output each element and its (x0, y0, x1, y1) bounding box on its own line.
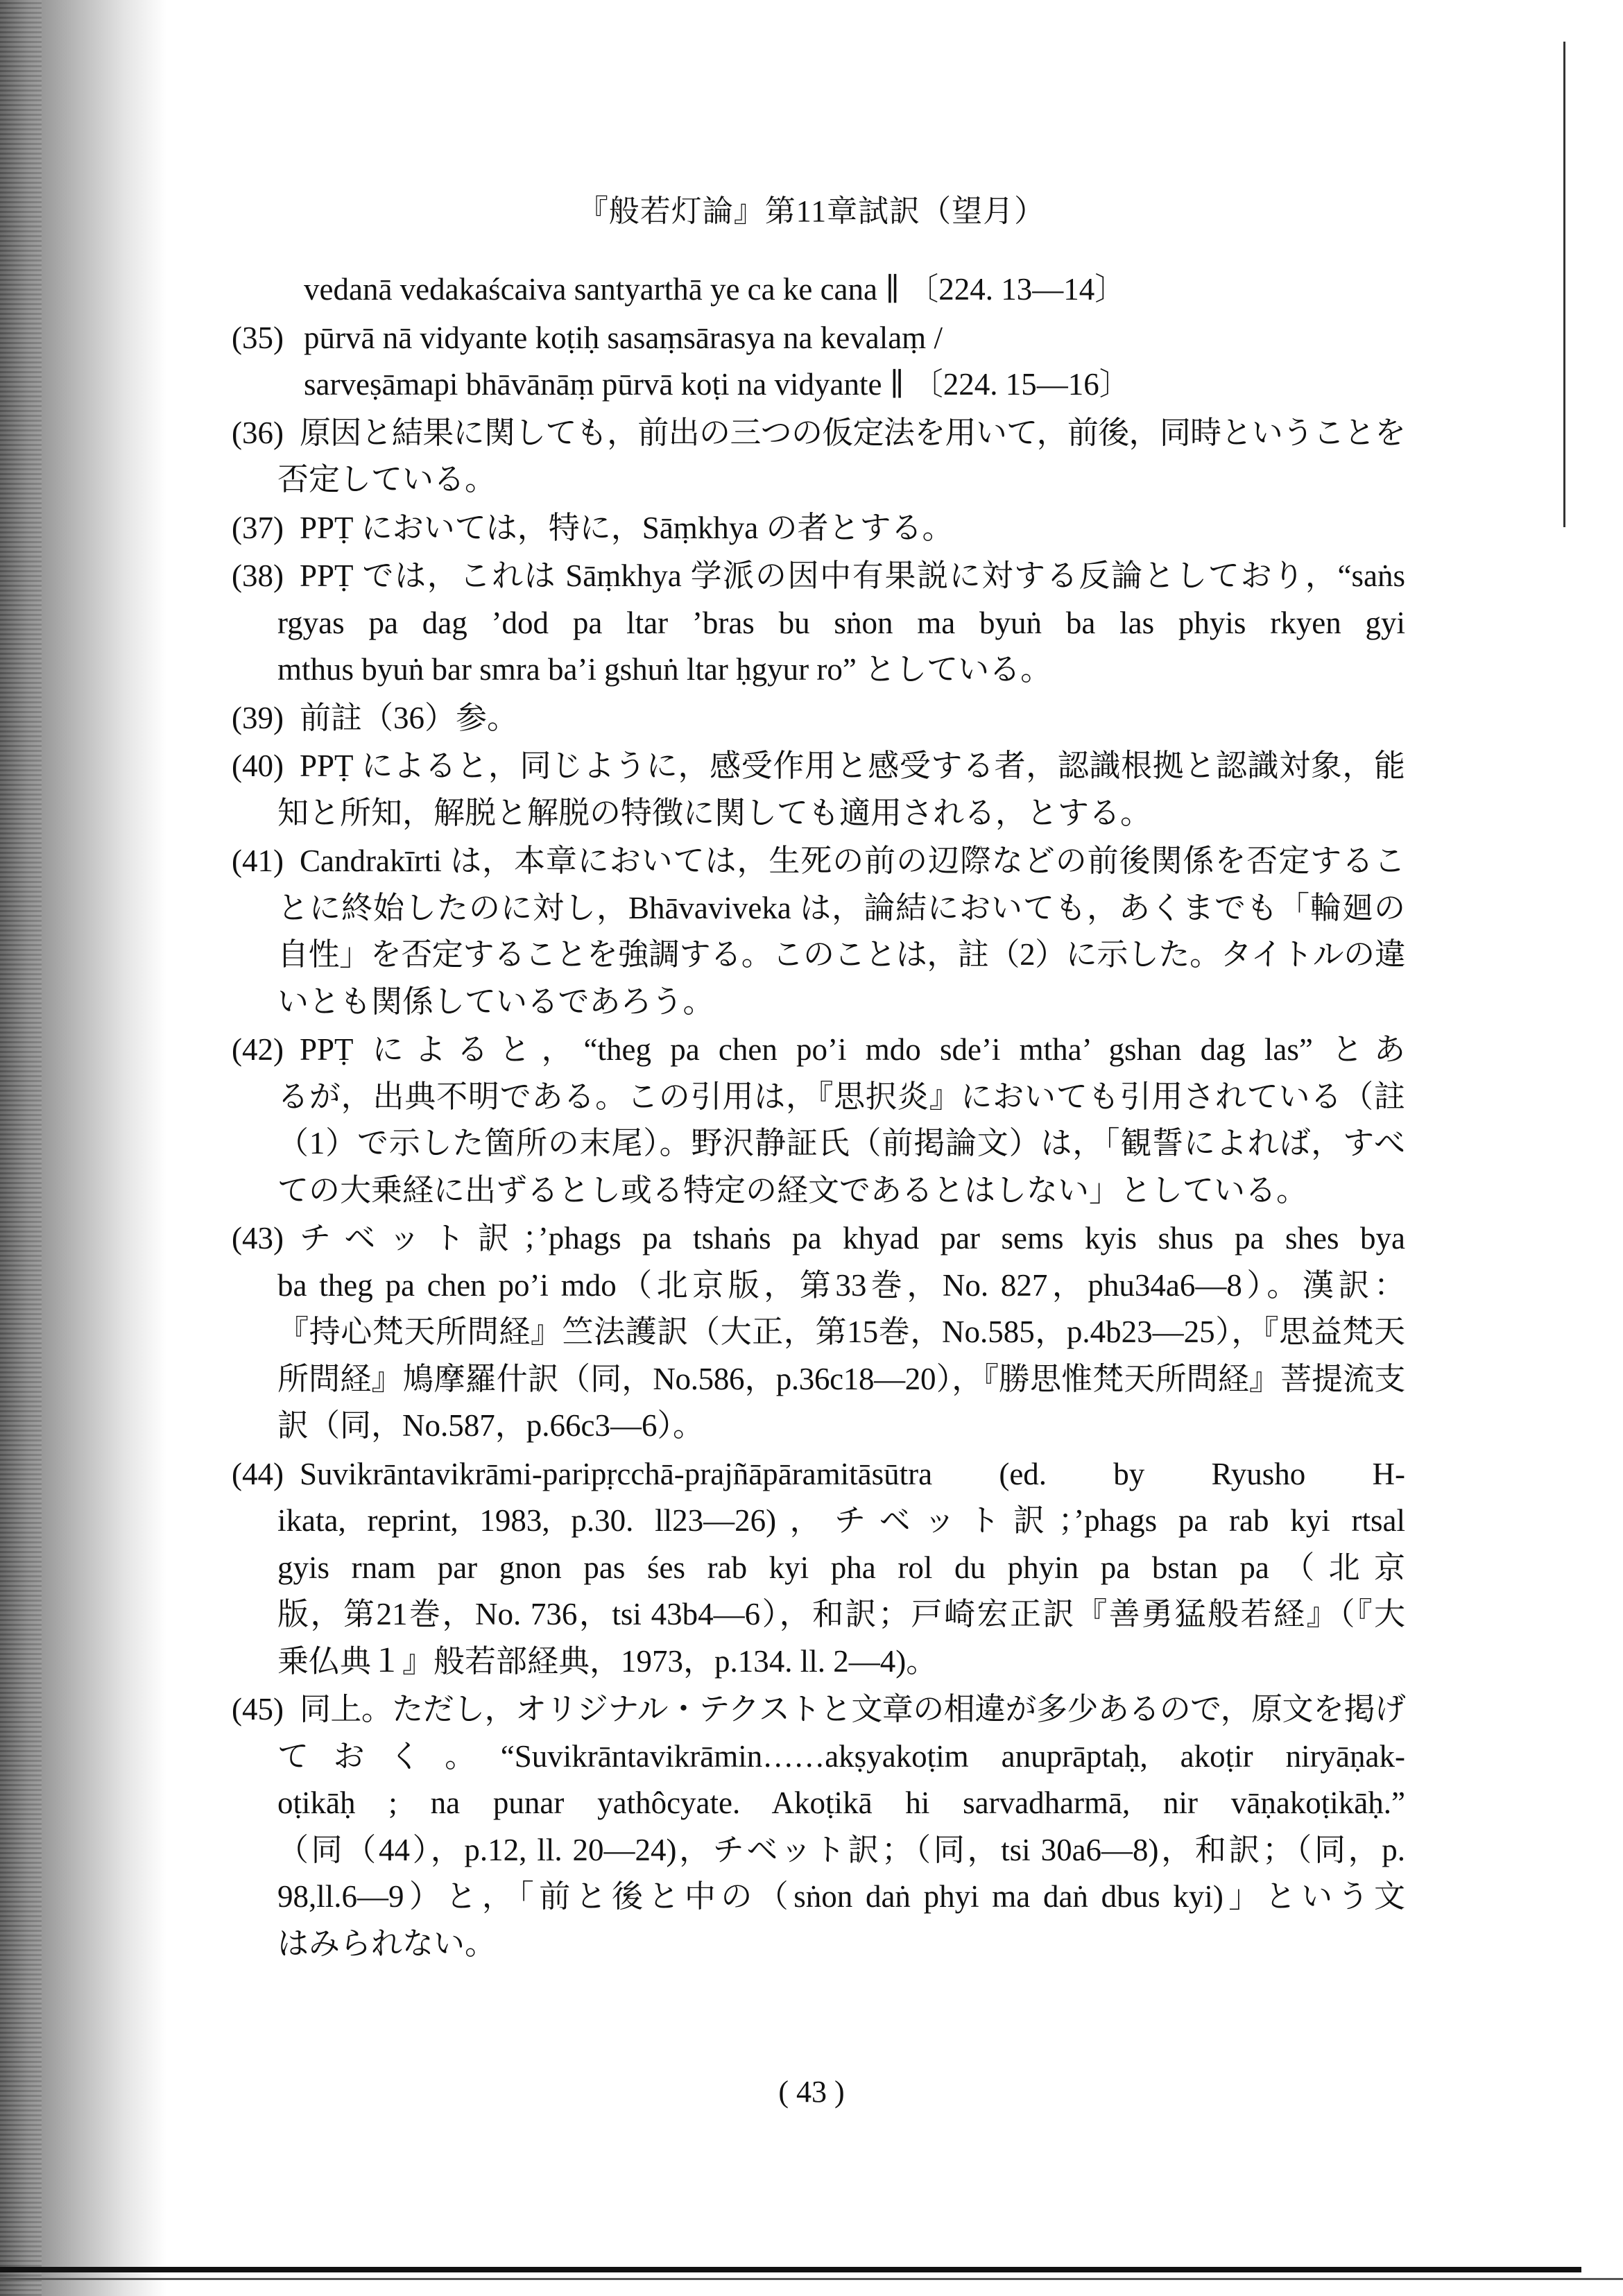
endnote-line: いとも関係しているであろう。 (277, 984, 714, 1019)
endnote-line: rgyas pa dag ’dod pa ltar ’bras bu sṅon ma byuṅ ba las phyis rkyen gyi (277, 605, 1405, 640)
endnote-line: 98,ll.6—9）と，「前と後と中の（sṅon daṅ phyi ma daṅ dbus kyi)」という文 (277, 1879, 1405, 1914)
endnote (232, 838, 1405, 1025)
endnote-number: (44) (232, 1456, 284, 1491)
endnote (232, 266, 1405, 314)
endnote (232, 1451, 1405, 1686)
endnote-line: PPṬ では，これは Sāṃkhya 学派の因中有果説に対する反論としており，“saṅs (300, 558, 1405, 593)
endnote-number: (45) (232, 1692, 284, 1727)
page-number: ( 43 ) (778, 2075, 845, 2109)
endnote-line: るが，出典不明である。この引用は，『思択炎』においても引用されている（註 (277, 1079, 1405, 1114)
endnote-line: とに終始したのに対し，Bhāvaviveka は，論結においても，あくまでも「輪廻の (277, 890, 1405, 925)
endnote-line: PPṬ においては，特に，Sāṃkhya の者とする。 (300, 510, 954, 545)
endnote-number: (38) (232, 558, 284, 593)
endnote-line: PPṬ によると，同じように，感受作用と感受する者，認識根拠と認識対象，能 (300, 748, 1405, 783)
endnote-line: 版，第21巻，No. 736，tsi 43b4—6），和訳；戸崎宏正訳『善勇猛般若経』（『大 (277, 1597, 1405, 1631)
endnote-line: ての大乗経に出ずるとし或る特定の経文であるとはしない」としている。 (277, 1172, 1308, 1208)
endnote-line: pūrvā nā vidyante koṭiḥ sasaṃsārasya na kevalaṃ / (304, 320, 943, 355)
endnote-line: Candrakīrti は，本章においては，生死の前の辺際などの前後関係を否定するこ (300, 843, 1405, 878)
endnote-number: (35) (232, 320, 284, 355)
endnote (232, 315, 1405, 409)
endnote (232, 743, 1405, 837)
endnote-line: （同（44），p.12, ll. 20—24)，チベット訳；（同，tsi 30a6—8)，和訳；（同，p. (277, 1832, 1405, 1867)
endnotes (232, 266, 1405, 1969)
endnote-line: ba theg pa chen po’i mdo（北京版，第33巻，No. 827，phu34a6—8）。漢訳： (277, 1267, 1405, 1303)
endnote (232, 695, 1405, 742)
endnote-line: oṭikāḥ ; na punar yathôcyate. Akoṭikā hi sarvadharmā, nir vāṇakoṭikāḥ.” (277, 1785, 1405, 1820)
endnote-line: gyis rnam par gnon pas śes rab kyi pha rol du phyin pa bstan pa（北京 (277, 1550, 1405, 1585)
endnote-line: 乗仏典１』般若部経典，1973，p.134. ll. 2—4)。 (277, 1643, 938, 1679)
endnote-line: vedanā vedakaścaiva santyarthā ye ca ke cana ∥ 〔224. 13—14〕 (304, 272, 1126, 307)
endnote-line: PPṬ によると，“theg pa chen po’i mdo sde’i mtha’ gshan dag las” とあ (300, 1032, 1405, 1067)
endnote-number: (43) (232, 1221, 284, 1256)
endnote-line: 『持心梵天所問経』竺法護訳（大正，第15巻，No.585，p.4b23—25），『思益梵天 (277, 1314, 1405, 1349)
endnote-number: (40) (232, 748, 284, 783)
bottom-border-thin (0, 2278, 1623, 2280)
running-head: 『般若灯論』第11章試訳（望月） (577, 194, 1046, 228)
endnote-line: 前註（36）参。 (300, 700, 519, 735)
endnote-line: ておく。“Suvikrāntavikrāmin……akṣyakoṭim anuprāptaḥ, akoṭir niryāṇak- (277, 1738, 1405, 1774)
endnote (232, 1027, 1405, 1214)
bottom-border (0, 2267, 1581, 2272)
endnote-line: 原因と結果に関しても，前出の三つの仮定法を用いて，前後，同時ということを (300, 415, 1405, 450)
endnote-line: はみられない。 (277, 1926, 497, 1961)
endnote (232, 1686, 1405, 1967)
endnote-line: 訳（同，No.587，p.66c3—6）。 (277, 1408, 704, 1443)
endnote-line: 否定している。 (277, 462, 497, 497)
endnote-number: (39) (232, 700, 284, 735)
scan-shadow-texture (0, 0, 42, 2296)
endnote-line: Suvikrāntavikrāmi-paripṛcchā-prajñāpāramitāsūtra (ed. by Ryusho H- (300, 1456, 1405, 1491)
endnote-line: sarveṣāmapi bhāvānāṃ pūrvā koṭi na vidyante ∥ 〔224. 15—16〕 (304, 367, 1131, 402)
endnote-line: チベット訳；’phags pa tshaṅs pa khyad par sems kyis shus pa shes bya (300, 1221, 1405, 1256)
scan-edge-line (1563, 42, 1565, 527)
endnote (232, 1215, 1405, 1450)
endnote-line: 同上。ただし，オリジナル・テクストと文章の相違が多少あるので，原文を掲げ (300, 1692, 1405, 1727)
endnote-number: (42) (232, 1032, 284, 1067)
endnote-number: (41) (232, 843, 284, 878)
endnote-line: （1）で示した箇所の末尾）。野沢静証氏（前掲論文）は，「観誓によれば，すべ (277, 1126, 1405, 1160)
endnote-number: (36) (232, 415, 284, 450)
endnote-line: 知と所知，解脱と解脱の特徴に関しても適用される，とする。 (277, 795, 1152, 830)
endnote (232, 553, 1405, 694)
endnote-line: mthus byuṅ bar smra ba’i gshuṅ ltar ḥgyur ro” としている。 (277, 652, 1052, 687)
endnote-line: 自性」を否定することを強調する。このことは，註（2）に示した。タイトルの違 (277, 937, 1405, 972)
endnote (232, 505, 1405, 552)
endnote-line: 所問経』鳩摩羅什訳（同，No.586，p.36c18—20），『勝思惟梵天所問経』菩提流支 (277, 1361, 1405, 1396)
endnote-line: ikata, reprint, 1983, p.30. ll23—26)，チベット訳；’phags pa rab kyi rtsal (277, 1503, 1405, 1538)
endnote-number: (37) (232, 510, 284, 545)
endnote (232, 410, 1405, 504)
